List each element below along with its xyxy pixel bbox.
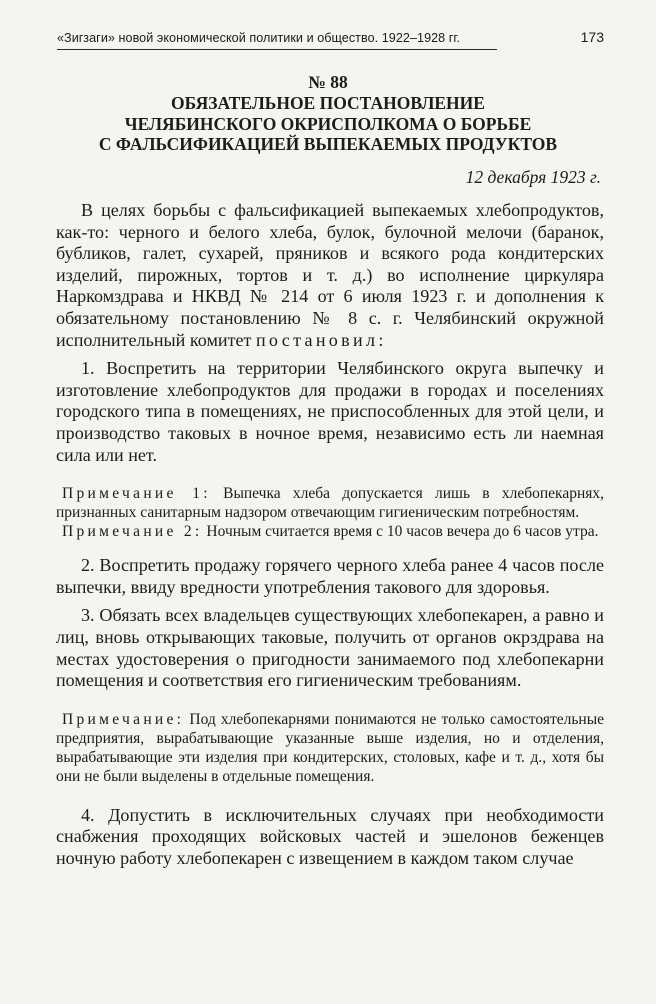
document-number: № 88 [308,72,348,92]
note-3-text: Под хлебопекарнями понимаются не только самостоятельные предприятия, вырабатывающие указанные выше изделия, но и отделения, вырабатывающие эти изделия при кондитерских, столовых, кафе и т. д., хотя бы они не были выделены в отдельные помещения. [56,710,604,785]
resolved-word: постановил [255,329,379,350]
running-head: «Зигзаги» новой экономической политики и общество. 1922–1928 гг. [57,31,497,50]
note-1-text: Выпечка хлеба допускается лишь в хлебопекарнях, признанных санитарным надзором отвечающим гигиеническим потребностям. [56,485,604,522]
note-1-label: Примечание 1: [62,485,211,503]
paragraph-item-2: 2. Воспретить продажу горячего черного хлеба ранее 4 часов после выпечки, ввиду вредности употребления такового для здоровья. [56,555,604,597]
document-date: 12 декабря 1923 г. [465,167,601,187]
document-header [56,72,600,155]
document-title-line: С ФАЛЬСИФИКАЦИЕЙ ВЫПЕКАЕМЫХ ПРОДУКТОВ [98,134,558,154]
page-number: 173 [580,29,604,45]
note-2-text: Ночным считается время с 10 часов вечера до 6 часов утра. [206,523,599,541]
note-1 [56,484,604,522]
paragraph-item-4: 4. Допустить в исключительных случаях при необходимости снабжения проходящих войсковых частей и эшелонов беженцев ночную работу хлебопекарен с извещением в каждом таком случае [56,804,604,868]
paragraph-item-1: 1. Воспретить на территории Челябинского округа выпечку и изготовление хлебопродуктов для продажи в городах и поселениях городского типа в помещениях, не приспособленных для этой цели, и производство таковых в ночное время, независимо есть ли наемная сила или нет. [56,358,604,465]
note-2 [56,522,604,541]
intro-text: В целях борьбы с фальсификацией выпекаемых хлебопродуктов, как-то: черного и белого хлеба, булок, булочной мелочи (баранок, бубликов, галет, сухарей, пряников и всякого рода кондитерских изделий, пирожных, тортов и т. д.) во исполнение циркуляра Наркомздрава и НКВД № 214 от 6 июля 1923 г. и дополнения к обязательному постановлению № 8 с. г. Челябинский окружной исполнительный комитет [56,200,604,350]
paragraph-intro [56,200,604,351]
note-3-label: Примечание: [62,710,185,728]
document-body [56,200,604,869]
note-2-label: Примечание 2: [62,523,203,541]
paragraph-item-3: 3. Обязать всех владельцев существующих хлебопекарен, а равно и лиц, вновь открывающих таковые, получить от органов окрздрава на местах удостоверения о пригодности занимаемого под хлебопекарни помещения и соответствия его гигиеническим требованиям. [56,605,604,691]
document-title-line: ОБЯЗАТЕЛЬНОЕ ПОСТАНОВЛЕНИЕ [171,93,485,113]
note-3 [56,710,604,786]
document-title-line: ЧЕЛЯБИНСКОГО ОКРИСПОЛКОМА О БОРЬБЕ [124,113,532,134]
intro-colon: : [378,329,384,350]
